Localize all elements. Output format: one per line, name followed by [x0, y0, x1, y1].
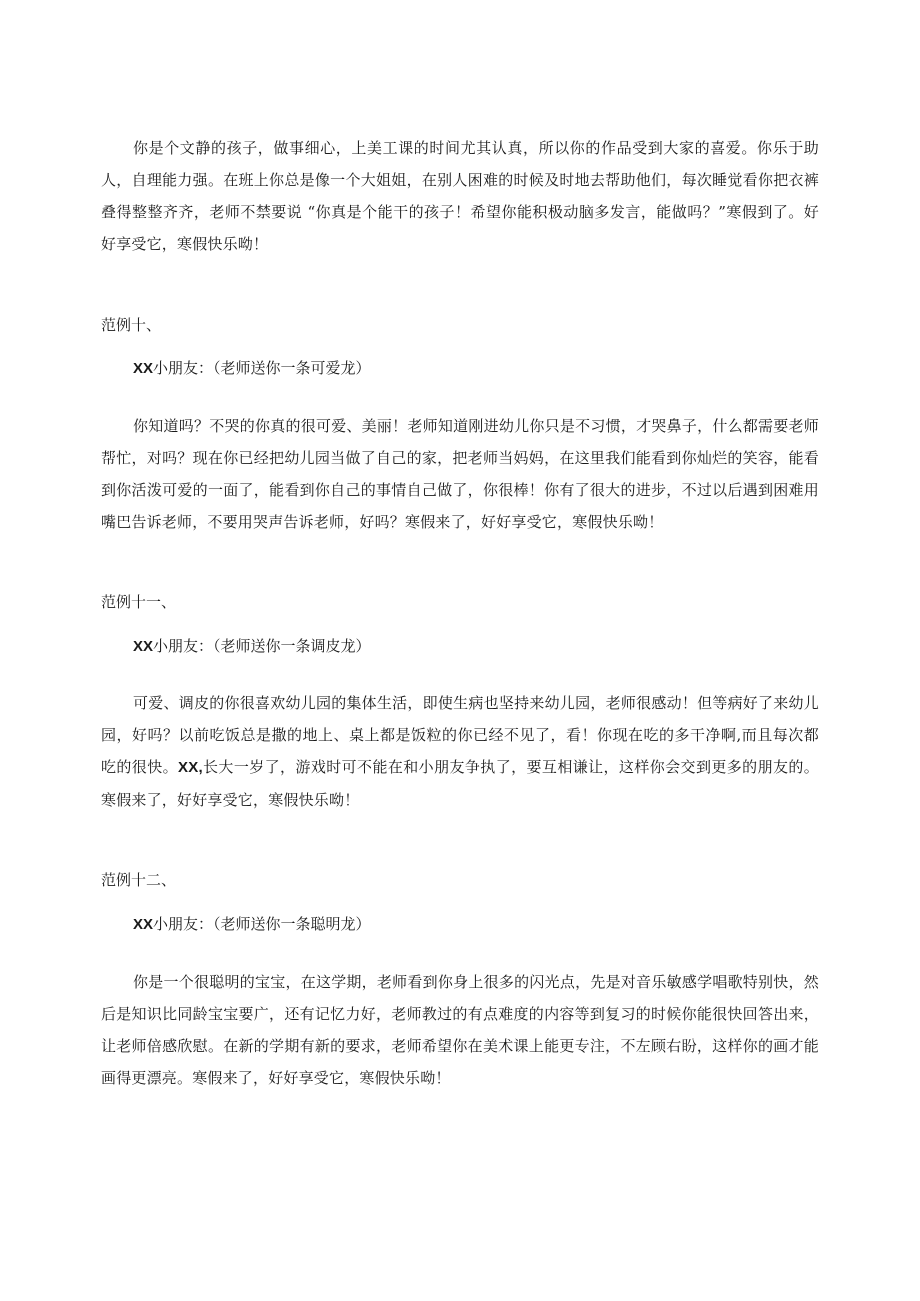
- child-name: XX: [133, 916, 154, 933]
- section-heading-11: 范例十一、: [101, 593, 177, 611]
- greeting-10: [133, 356, 371, 381]
- child-name: XX: [133, 638, 154, 655]
- intro-paragraph: 你是个文静的孩子，做事细心，上美工课的时间尤其认真，所以你的作品受到大家的喜爱。你乐于助人，自理能力强。在班上你总是像一个大姐姐，在别人困难的时候及时地去帮助他们，每次睡觉看你把衣裤叠得整整齐齐，老师不禁要说 “你真是个能干的孩子！希望你能积极动脑多发言，能做吗？”寒假到了。好好享受它，寒假快乐呦！: [101, 139, 819, 253]
- greeting-12: [133, 912, 371, 937]
- body-text-part2: 长大一岁了，游戏时可不能在和小朋友争执了，要互相谦让，这样你会交到更多的朋友的。寒假来了，好好享受它，寒假快乐呦！: [101, 758, 819, 809]
- child-name: XX: [133, 360, 154, 377]
- section-heading-12: 范例十二、: [101, 871, 177, 889]
- body-text-part1: 可爱、调皮的你很喜欢幼儿园的集体生活，即使生病也坚持来幼儿园，老师很感动！但等病好了来幼儿园，好吗？以前吃饭总是撒的地上、桌上都是饭粒的你已经不见了，看！你现在吃的多干净啊,而且每次都吃的很快。: [101, 694, 819, 776]
- greeting-11: [133, 634, 371, 659]
- body-paragraph-11: [101, 687, 819, 816]
- body-paragraph-10: 你知道吗？不哭的你真的很可爱、美丽！老师知道刚进幼儿你只是不习惯，才哭鼻子，什么都需要老师帮忙，对吗？现在你已经把幼儿园当做了自己的家，把老师当妈妈，在这里我们能看到你灿烂的笑容，能看到你活泼可爱的一面了，能看到你自己的事情自己做了，你很棒！你有了很大的进步，不过以后遇到困难用嘴巴告诉老师，不要用哭声告诉老师，好吗？寒假来了，好好享受它，寒假快乐呦！: [101, 417, 819, 531]
- body-paragraph-12: 你是一个很聪明的宝宝，在这学期，老师看到你身上很多的闪光点，先是对音乐敏感学唱歌特别快，然后是知识比同龄宝宝要广，还有记忆力好，老师教过的有点难度的内容等到复习的时候你能很快回答出来，让老师倍感欣慰。在新的学期有新的要求，老师希望你在美术课上能更专注，不左顾右盼，这样你的画才能画得更漂亮。寒假来了，好好享受它，寒假快乐呦！: [101, 973, 819, 1087]
- section-heading-10: 范例十、: [101, 316, 162, 334]
- greeting-text: 小朋友：（老师送你一条调皮龙）: [153, 637, 371, 655]
- child-name-inline: XX,: [178, 759, 203, 776]
- greeting-text: 小朋友：（老师送你一条可爱龙）: [153, 359, 371, 377]
- greeting-text: 小朋友：（老师送你一条聪明龙）: [153, 915, 371, 933]
